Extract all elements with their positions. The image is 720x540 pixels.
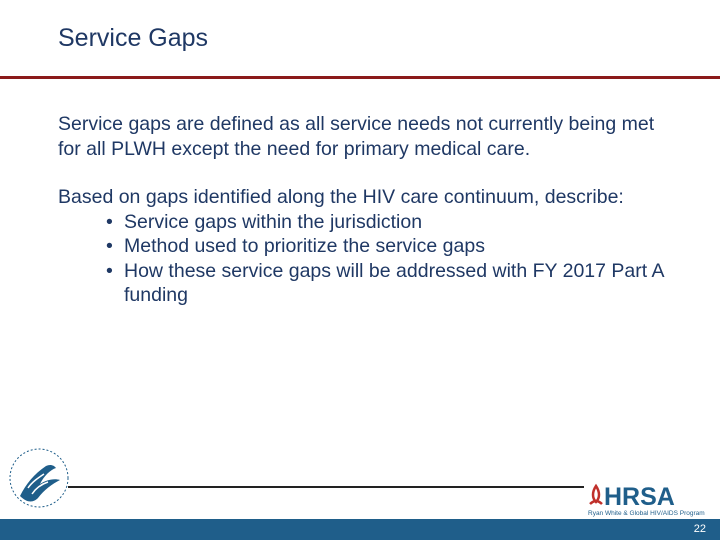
footer-divider xyxy=(68,486,584,488)
bullet-item: • Service gaps within the jurisdiction xyxy=(106,210,423,233)
page-number: 22 xyxy=(693,523,706,535)
bullet-item: • Method used to prioritize the service gaps xyxy=(106,235,485,257)
bullet-icon: • xyxy=(106,210,113,233)
bullet-item: • How these service gaps will be addressed with FY 2017 Part A funding xyxy=(106,259,664,306)
bullet-icon: • xyxy=(106,259,113,282)
definition-paragraph: Service gaps are defined as all service needs not currently being met for all PLWH except the need for primary medical care. xyxy=(58,113,655,160)
slide-title: Service Gaps xyxy=(58,24,209,52)
hrsa-logo xyxy=(586,478,718,518)
footer-bar xyxy=(0,519,720,540)
hrsa-wordmark: HRSA xyxy=(604,483,675,511)
bullet-icon: • xyxy=(106,235,113,257)
slide-body xyxy=(58,112,668,308)
hhs-eagle-logo xyxy=(6,444,72,516)
bullet-list xyxy=(58,210,668,308)
instruction-paragraph: Based on gaps identified along the HIV care continuum, describe: xyxy=(58,186,624,208)
hrsa-tagline: Ryan White & Global HIV/AIDS Program xyxy=(588,510,705,517)
title-divider xyxy=(0,76,720,79)
